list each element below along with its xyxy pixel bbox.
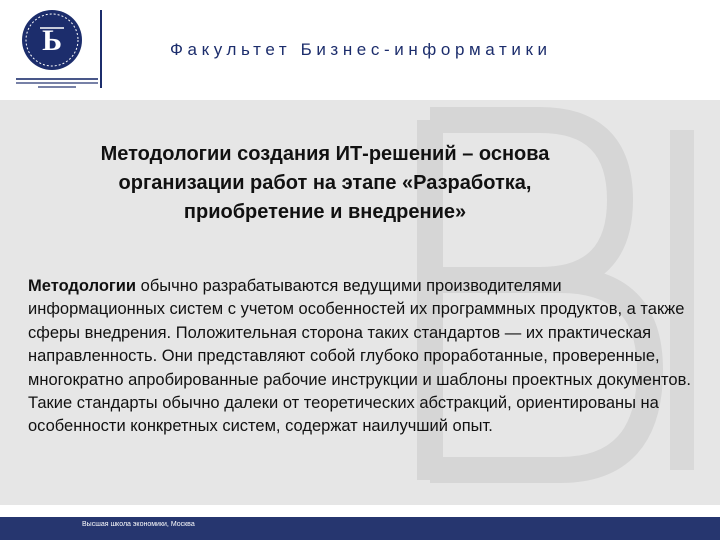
header-divider (100, 10, 102, 88)
hse-emblem-icon (20, 8, 84, 72)
faculty-title: Факультет Бизнес-информатики (170, 40, 552, 59)
logo-caption (14, 76, 100, 90)
svg-text:Ь: Ь (42, 24, 62, 57)
university-logo (14, 8, 100, 88)
footer-bar (0, 517, 720, 540)
body-paragraph: обычно разрабатываются ведущими производителями информационных систем с учетом особенностей их программных продуктов, а также сферы внедрения. Положительная сторона таких стандартов — их практическая направленность. Они представляют собой глубоко проработанные, проверенные, многократно апробированные рабочие инструкции и шаблоны проектных документов. Такие стандарты обычно далеки от теоретических абстракций, ориентированы на особенности конкретных систем, содержат наилучший опыт. (28, 277, 691, 436)
footer-text: Высшая школа экономики, Москва (82, 521, 195, 528)
slide-title: Методологии создания ИТ-решений – основа организации работ на этапе «Разработка, приобретение и внедрение» (100, 143, 550, 223)
footer-separator (0, 505, 720, 517)
slide-body (28, 275, 700, 439)
slide-header (0, 0, 720, 100)
body-lead-term: Методологии (28, 277, 137, 295)
